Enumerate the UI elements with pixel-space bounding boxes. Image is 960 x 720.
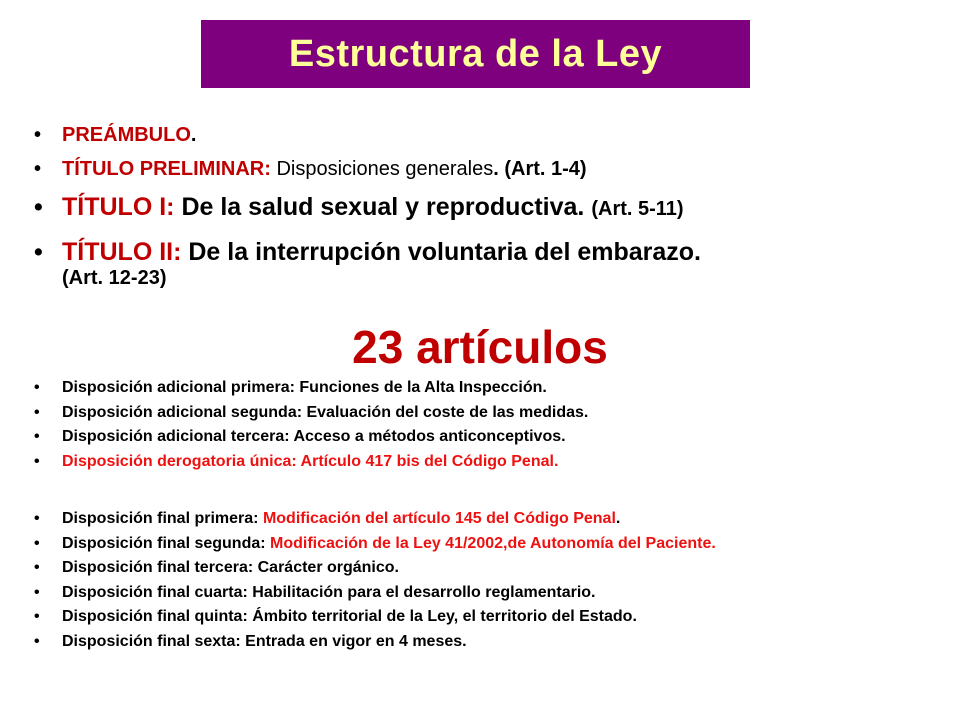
list-item: • Disposición final cuarta: Habilitación para el desarrollo reglamentario. <box>34 581 944 606</box>
list-item <box>34 532 944 557</box>
list-item: • Disposición final tercera: Carácter orgánico. <box>34 556 944 581</box>
item-label: Disposición final segunda: <box>62 534 266 552</box>
item-desc: De la salud sexual y reproductiva. <box>181 193 585 221</box>
item-label: Disposición final primera: <box>62 510 259 527</box>
item-ref: (Art. 5-11) <box>591 198 684 220</box>
page-title: Estructura de la Ley <box>288 32 663 75</box>
list-item-derogatoria: • Disposición derogatoria única: Artículo 417 bis del Código Penal. <box>34 450 944 475</box>
list-item: • Disposición adicional tercera: Acceso a métodos anticonceptivos. <box>34 425 944 450</box>
list-item: • Disposición final sexta: Entrada en vigor en 4 meses. <box>34 630 944 655</box>
item-ref: (Art. 12-23) <box>62 267 167 289</box>
item-ref: (Art. 1-4) <box>504 158 587 180</box>
list-item: • Disposición adicional segunda: Evaluación del coste de las medidas. <box>34 401 944 426</box>
additional-provisions-list <box>34 376 944 474</box>
list-item-titulo-preliminar <box>34 152 934 186</box>
item-text: Modificación de la Ley 41/2002,de Autonomía del Paciente. <box>270 534 716 552</box>
list-item: • Disposición adicional primera: Funciones de la Alta Inspección. <box>34 376 944 401</box>
structure-list <box>34 118 934 290</box>
final-provisions-list <box>34 507 944 654</box>
item-tail: . <box>190 124 197 146</box>
list-item-preambulo <box>34 118 934 152</box>
item-head: PREÁMBULO <box>62 124 191 146</box>
item-head: TÍTULO PRELIMINAR: <box>62 158 271 180</box>
item-head: TÍTULO II: <box>62 238 182 266</box>
item-text: Modificación del artículo 145 del Código Penal <box>262 510 616 527</box>
list-item-titulo-i <box>34 186 934 230</box>
item-desc: De la interrupción voluntaria del embarazo. <box>188 238 701 266</box>
list-item <box>34 507 944 532</box>
list-item: • Disposición final quinta: Ámbito territorial de la Ley, el territorio del Estado. <box>34 605 944 630</box>
item-punct: . <box>493 158 505 180</box>
article-count: 23 artículos <box>352 321 608 373</box>
item-head: TÍTULO I: <box>62 193 175 221</box>
title-banner <box>201 20 750 88</box>
item-desc: Disposiciones generales <box>276 158 494 180</box>
item-end: . <box>615 510 621 527</box>
list-item-titulo-ii <box>34 238 934 290</box>
